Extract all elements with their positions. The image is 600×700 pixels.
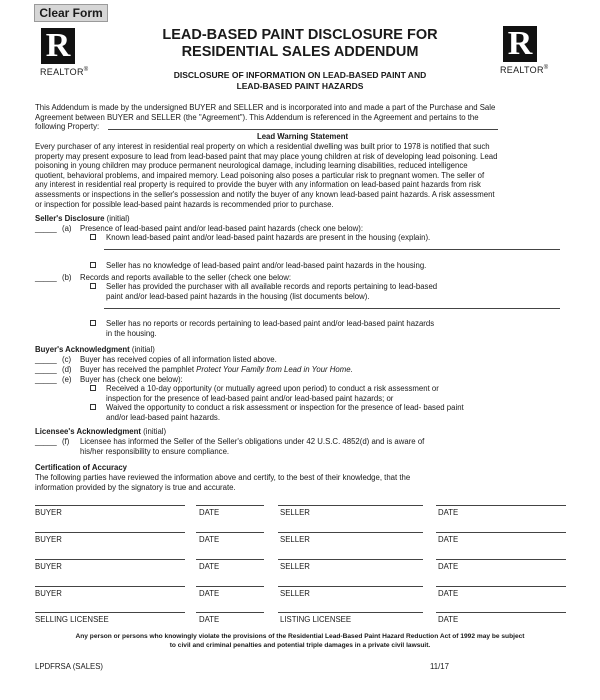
signature-row [0, 586, 600, 600]
buyer-c-marker: (c) [62, 355, 72, 364]
document-title: LEAD-BASED PAINT DISCLOSURE FOR RESIDENTIAL SALES ADDENDUM [162, 27, 438, 60]
buyer-e-text: Buyer has (check one below): [80, 375, 183, 384]
logo-label: REALTOR [40, 67, 84, 77]
seller-b-provided-checkbox[interactable] [90, 283, 96, 289]
date-label: DATE [438, 562, 459, 571]
clear-form-button[interactable]: Clear Form [34, 4, 108, 22]
form-code: LPDFRSA (SALES) [35, 662, 104, 671]
date-line[interactable] [436, 586, 566, 587]
seller-a-marker: (a) [62, 224, 72, 233]
buyer-e-received-text: Received a 10-day opportunity (or mutually agreed upon period) to conduct a risk assessment or inspection for the presence of lead-based paint and/or lead-based paint hazards; or [106, 384, 439, 403]
buyer-e-waived-text: Waived the opportunity to conduct a risk assessment or inspection for the presence of lead- based paint and/or lead-based paint hazards. [106, 403, 464, 422]
date-label: DATE [438, 589, 459, 598]
signature-row [0, 559, 600, 573]
signature-label: BUYER [35, 562, 62, 571]
signature-row [0, 612, 600, 626]
signature-label: BUYER [35, 508, 62, 517]
signature-label: LISTING LICENSEE [280, 615, 352, 624]
seller-a-noknowledge-text: Seller has no knowledge of lead-based paint and/or lead-based paint hazards in the housing. [106, 261, 427, 270]
signature-label: SELLING LICENSEE [35, 615, 109, 624]
seller-a-noknowledge-checkbox[interactable] [90, 262, 96, 268]
realtor-r-icon: R [503, 26, 537, 62]
date-label: DATE [199, 615, 220, 624]
realtor-logo-right: R REALTOR® [500, 25, 549, 75]
date-line[interactable] [196, 586, 264, 587]
penalty-notice: Any person or persons who knowingly violate the provisions of the Residential Lead-Based Paint Hazard Reduction Act of 1992 may be subject to civil and criminal penalties and potential triple damages in a private civil lawsuit. [75, 633, 525, 649]
seller-a-known-checkbox[interactable] [90, 234, 96, 240]
buyer-e-initial[interactable]: _____ [35, 375, 57, 384]
date-label: DATE [199, 589, 220, 598]
buyer-c-initial[interactable]: _____ [35, 355, 57, 364]
date-line[interactable] [196, 612, 264, 613]
seller-b-initial[interactable]: _____ [35, 273, 57, 282]
date-label: DATE [199, 508, 220, 517]
signature-line[interactable] [278, 505, 423, 506]
date-label: DATE [438, 615, 459, 624]
licensee-acknowledgment-heading: Licensee's Acknowledgment (initial) [35, 427, 167, 436]
buyer-d-text: Buyer has received the pamphlet Protect Your Family from Lead in Your Home. [80, 365, 353, 374]
seller-b-noreports-text: Seller has no reports or records pertaining to lead-based paint and/or lead-based paint hazards in the housing. [106, 319, 435, 338]
warning-paragraph: Every purchaser of any interest in residential real property on which a residential dwelling was built prior to 1978 is notified that such property may present exposure to lead from lead-based paint that may place young children at risk of developing lead poisoning. Lead poisoning in young children may produce permanent neurological damage, including learning disabilities, reduced intelligence quotient, behavioral problems, and impaired memory. Lead poisoning also poses a particular risk to pregnant women. The seller of any interest in residential real property is required to provide the buyer with any information on lead-based paint hazards from risk assessments or inspections in the seller's possession and notify the buyer of any known lead-based paint hazards. A risk assessment or inspection for possible lead-based paint hazards is recommended prior to purchase. [35, 142, 498, 209]
seller-a-known-text: Known lead-based paint and/or lead-based paint hazards are present in the housing (explain). [106, 233, 431, 242]
property-field[interactable] [108, 129, 498, 130]
realtor-logo-left: R REALTOR® [40, 27, 89, 77]
seller-b-marker: (b) [62, 273, 72, 282]
licensee-f-initial[interactable]: _____ [35, 437, 57, 446]
signature-label: SELLER [280, 589, 310, 598]
pamphlet-title: Protect Your Family from Lead in Your Home. [196, 365, 353, 374]
signature-line[interactable] [35, 559, 185, 560]
seller-b-noreports-checkbox[interactable] [90, 320, 96, 326]
date-label: DATE [438, 535, 459, 544]
signature-label: SELLER [280, 535, 310, 544]
buyer-e-waived-checkbox[interactable] [90, 404, 96, 410]
seller-disclosure-heading: Seller's Disclosure (initial) [35, 214, 130, 223]
date-label: DATE [199, 535, 220, 544]
signature-label: BUYER [35, 535, 62, 544]
seller-a-text: Presence of lead-based paint and/or lead-based paint hazards (check one below): [80, 224, 364, 233]
date-line[interactable] [196, 505, 264, 506]
date-line[interactable] [196, 532, 264, 533]
form-date: 11/17 [430, 662, 449, 671]
buyer-d-marker: (d) [62, 365, 72, 374]
intro-paragraph: This Addendum is made by the undersigned BUYER and SELLER and is incorporated into and made a part of the Purchase and Sale Agreement between BUYER and SELLER (the "Agreement"). This Addendum is referenced in the Agreement and pertains to the following Property: [35, 103, 496, 132]
seller-b-text: Records and reports available to the seller (check one below: [80, 273, 292, 282]
seller-b-documents-line[interactable] [104, 308, 560, 309]
warning-heading: Lead Warning Statement [256, 132, 349, 141]
logo-label: REALTOR [500, 65, 544, 75]
date-line[interactable] [436, 612, 566, 613]
seller-a-explain-line[interactable] [104, 249, 560, 250]
seller-a-initial[interactable]: _____ [35, 224, 57, 233]
licensee-f-marker: (f) [62, 437, 70, 446]
signature-line[interactable] [35, 532, 185, 533]
date-line[interactable] [436, 532, 566, 533]
signature-line[interactable] [35, 505, 185, 506]
signature-line[interactable] [278, 532, 423, 533]
certification-paragraph: The following parties have reviewed the information above and certify, to the best of their knowledge, that the information provided by the signatory is true and accurate. [35, 473, 411, 492]
signature-line[interactable] [35, 612, 185, 613]
date-line[interactable] [196, 559, 264, 560]
date-line[interactable] [436, 559, 566, 560]
buyer-e-marker: (e) [62, 375, 72, 384]
licensee-f-text: Licensee has informed the Seller of the Seller's obligations under 42 U.S.C. 4852(d) and is aware of his/her responsibility to ensure compliance. [80, 437, 425, 456]
date-label: DATE [438, 508, 459, 517]
seller-b-provided-text: Seller has provided the purchaser with all available records and reports pertaining to lead-based paint and/or lead-based paint hazards in the housing (list documents below). [106, 282, 438, 301]
signature-label: SELLER [280, 562, 310, 571]
signature-label: BUYER [35, 589, 62, 598]
date-line[interactable] [436, 505, 566, 506]
buyer-d-initial[interactable]: _____ [35, 365, 57, 374]
signature-line[interactable] [35, 586, 185, 587]
signature-label: SELLER [280, 508, 310, 517]
realtor-r-icon: R [41, 28, 75, 64]
signature-line[interactable] [278, 612, 423, 613]
signature-row [0, 532, 600, 546]
buyer-c-text: Buyer has received copies of all information listed above. [80, 355, 277, 364]
date-label: DATE [199, 562, 220, 571]
signature-line[interactable] [278, 586, 423, 587]
buyer-acknowledgment-heading: Buyer's Acknowledgment (initial) [35, 345, 155, 354]
buyer-e-received-checkbox[interactable] [90, 385, 96, 391]
document-subtitle: DISCLOSURE OF INFORMATION ON LEAD-BASED PAINT AND LEAD-BASED PAINT HAZARDS [173, 70, 427, 91]
signature-line[interactable] [278, 559, 423, 560]
signature-row [0, 505, 600, 519]
certification-heading: Certification of Accuracy [35, 463, 127, 472]
